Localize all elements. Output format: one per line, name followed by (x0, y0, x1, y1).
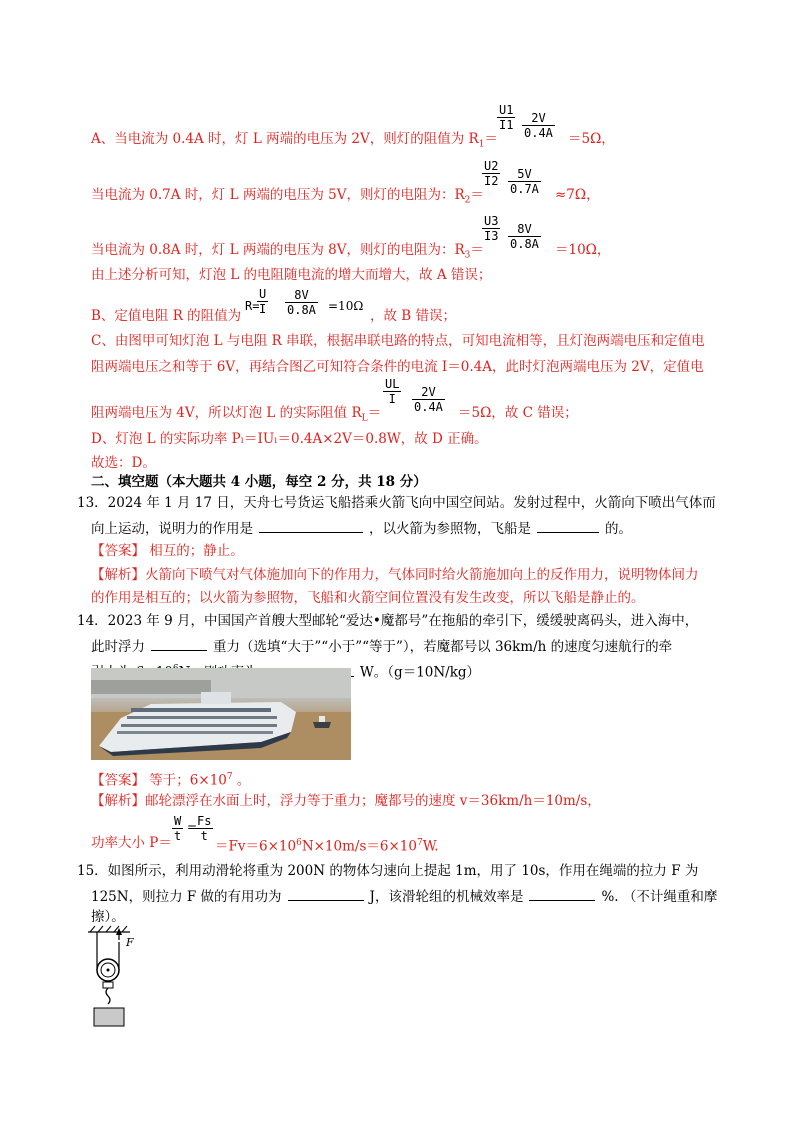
numerator: Fs (197, 814, 212, 828)
text: ，以火箭为参照物，飞船是 (369, 521, 531, 537)
text: %. （不计绳重和摩 (601, 889, 718, 905)
numerator: 2V (522, 111, 555, 126)
fraction (497, 103, 515, 132)
text: 125N，则拉力 F 做的有用功为 (91, 889, 282, 905)
solution-line-4: 由上述分析可知，灯泡 L 的电阻随电流的增大而增大，故 A 错误； (91, 267, 492, 283)
numerator: 8V (285, 288, 318, 303)
sub: L (361, 413, 368, 424)
denominator: t (174, 829, 182, 843)
sup: 7 (226, 772, 233, 782)
sub: 2 (464, 195, 471, 206)
text: ＝ (470, 187, 484, 203)
solution-line-c2: 阻两端电压之和等于 6V，再结合图乙可知符合条件的电流 I＝0.4A，此时灯泡两端电压为 2V，定值电 (91, 359, 704, 375)
numerator: 5V (508, 167, 541, 182)
numerator: UL (385, 377, 400, 391)
solution-line-c3 (91, 404, 381, 428)
numerator: U (259, 287, 267, 301)
fraction (172, 814, 183, 843)
blank-field[interactable] (529, 886, 595, 901)
numerator: U1 (499, 103, 514, 117)
solution-line-b-suffix: ，故 B 错误； (370, 308, 457, 324)
numerator: 8V (508, 222, 541, 237)
denominator: I (259, 302, 267, 316)
solution-line-b: B、定值电阻 R 的阻值为 (91, 308, 242, 324)
text: W。（g＝10N/kg） (359, 664, 481, 681)
text: 当电流为 0.7A 时，灯 L 两端的电压为 5V，则灯的电阻为：R (91, 187, 465, 203)
text: J，该滑轮组的机械效率是 (369, 889, 524, 905)
solution-line-c1: C、由图甲可知灯泡 L 与电阻 R 串联，根据串联电路的特点，可知电流相等，且灯泡两端电压和定值电 (91, 333, 705, 349)
text: 阻两端电压为 4V，所以灯泡 L 的实际阻值 R (91, 405, 362, 421)
denominator: I1 (499, 118, 514, 132)
q14-power-suffix (215, 834, 439, 856)
fraction (285, 288, 318, 317)
denominator: I2 (484, 174, 499, 188)
denominator: 0.4A (414, 400, 443, 414)
numerator: 2V (412, 385, 445, 400)
q15-line2 (91, 886, 717, 906)
numerator: W (174, 814, 182, 828)
fraction (257, 287, 268, 316)
denominator: 0.4A (524, 126, 553, 140)
formula-eq: = (187, 820, 198, 834)
q14-line2 (91, 636, 672, 656)
numerator: U2 (484, 159, 499, 173)
ceiling-hatch (88, 926, 130, 932)
pulley-frame (103, 982, 113, 988)
solution-line-a (91, 130, 498, 154)
text: 当电流为 0.8A 时，灯 L 两端的电压为 8V，则灯的电阻为：R (91, 242, 465, 258)
text: 此时浮力 (91, 639, 145, 655)
blank-field[interactable] (151, 636, 207, 651)
formula-result: =10Ω (328, 299, 364, 313)
sub: 3 (464, 250, 471, 261)
section-title: 二、填空题（本大题共 4 小题，每空 2 分，共 18 分） (91, 474, 427, 490)
formula-r: R= (245, 299, 260, 313)
solution-line-2-suffix: ≈7Ω， (555, 187, 600, 203)
solution-line-c3-suffix: ＝5Ω，故 C 错误； (458, 405, 578, 421)
blank-field[interactable] (288, 886, 364, 901)
text: 【答案】 等于；6×10 (91, 772, 227, 789)
fraction (482, 159, 500, 188)
fraction (508, 222, 541, 251)
sup: 7 (416, 838, 423, 848)
blank-field[interactable] (537, 518, 599, 533)
q13-analysis1: 【解析】火箭向下喷气对气体施加向下的作用力，气体同时给火箭施加向上的反作用力，说明物体间力 (91, 567, 699, 583)
denominator: I (388, 392, 396, 406)
denominator: t (200, 829, 208, 843)
denominator: 0.7A (510, 182, 539, 196)
solution-line-2 (91, 186, 484, 210)
text: ＝ (470, 242, 484, 258)
q15-line1: 15．如图所示，利用动滑轮将重为 200N 的物体匀速向上提起 1m，用了 10s，作用在绳端的拉力 F 为 (77, 863, 699, 879)
denominator: 0.8A (287, 303, 316, 317)
denominator: 0.8A (510, 237, 539, 251)
blank-field[interactable] (259, 518, 363, 533)
q13-line2 (91, 518, 632, 538)
fraction (508, 167, 541, 196)
solution-line-3 (91, 241, 484, 265)
text: W. (422, 838, 439, 855)
solution-line-a-suffix: ＝5Ω， (568, 131, 615, 147)
q14-answer (91, 768, 250, 790)
q13-analysis2: 的作用是相互的；以火箭为参照物，飞船和火箭空间位置没有发生改变，所以飞船是静止的。 (91, 590, 645, 606)
fraction (195, 814, 213, 843)
force-label: F (126, 936, 134, 949)
pulley-diagram (86, 924, 156, 1030)
text: 的。 (605, 521, 632, 537)
text: 重力（选填“大于”“小于”“等于”），若魔都号以 36km/h 的速度匀速航行的牵 (213, 639, 673, 655)
hook (106, 988, 110, 1004)
solution-line-d: D、灯泡 L 的实际功率 Pₗ＝IUₗ＝0.4A×2V＝0.8W，故 D 正确。 (91, 431, 488, 447)
solution-choice: 故选：D。 (91, 455, 156, 471)
q14-power-prefix: 功率大小 P＝ (91, 835, 172, 851)
q13-answer: 【答案】 相互的；静止。 (91, 543, 244, 559)
text: ＝ (484, 131, 498, 147)
text: 向上运动，说明力的作用是 (91, 521, 253, 537)
q14-analysis1: 【解析】邮轮漂浮在水面上时，浮力等于重力；魔都号的速度 v＝36km/h＝10m/s， (91, 793, 601, 809)
denominator: I3 (484, 229, 499, 243)
text: ＝ (367, 405, 382, 421)
text: ＝Fv＝6×10 (215, 838, 297, 855)
q13-line1: 13．2024 年 1 月 17 日，天舟七号货运飞船搭乘火箭飞向中国空间站。发射过程中，火箭向下喷出气体而 (77, 495, 716, 511)
q14-line1: 14．2023 年 9 月，中国国产首艘大型邮轮“爱达•魔都号”在拖船的牵引下，缓缓驶离码头，进入海中， (77, 613, 699, 629)
numerator: U3 (484, 214, 499, 228)
fraction (412, 385, 445, 414)
fraction (383, 377, 401, 406)
solution-line-3-suffix: ＝10Ω， (555, 242, 611, 258)
q15-line3: 擦）。 (91, 909, 125, 925)
cruise-ship-illustration (91, 668, 351, 760)
load-block (94, 1008, 124, 1026)
fraction (522, 111, 555, 140)
cruise-ship-photo (91, 668, 351, 760)
sup: 6 (296, 838, 302, 848)
pulley-axle (107, 969, 110, 972)
text: N×10m/s＝6×10 (301, 838, 417, 855)
text: 。 (232, 772, 251, 789)
text: A、当电流为 0.4A 时，灯 L 两端的电压为 2V，则灯的阻值为 R (91, 131, 479, 147)
sub: 1 (478, 139, 485, 150)
fraction (482, 214, 500, 243)
